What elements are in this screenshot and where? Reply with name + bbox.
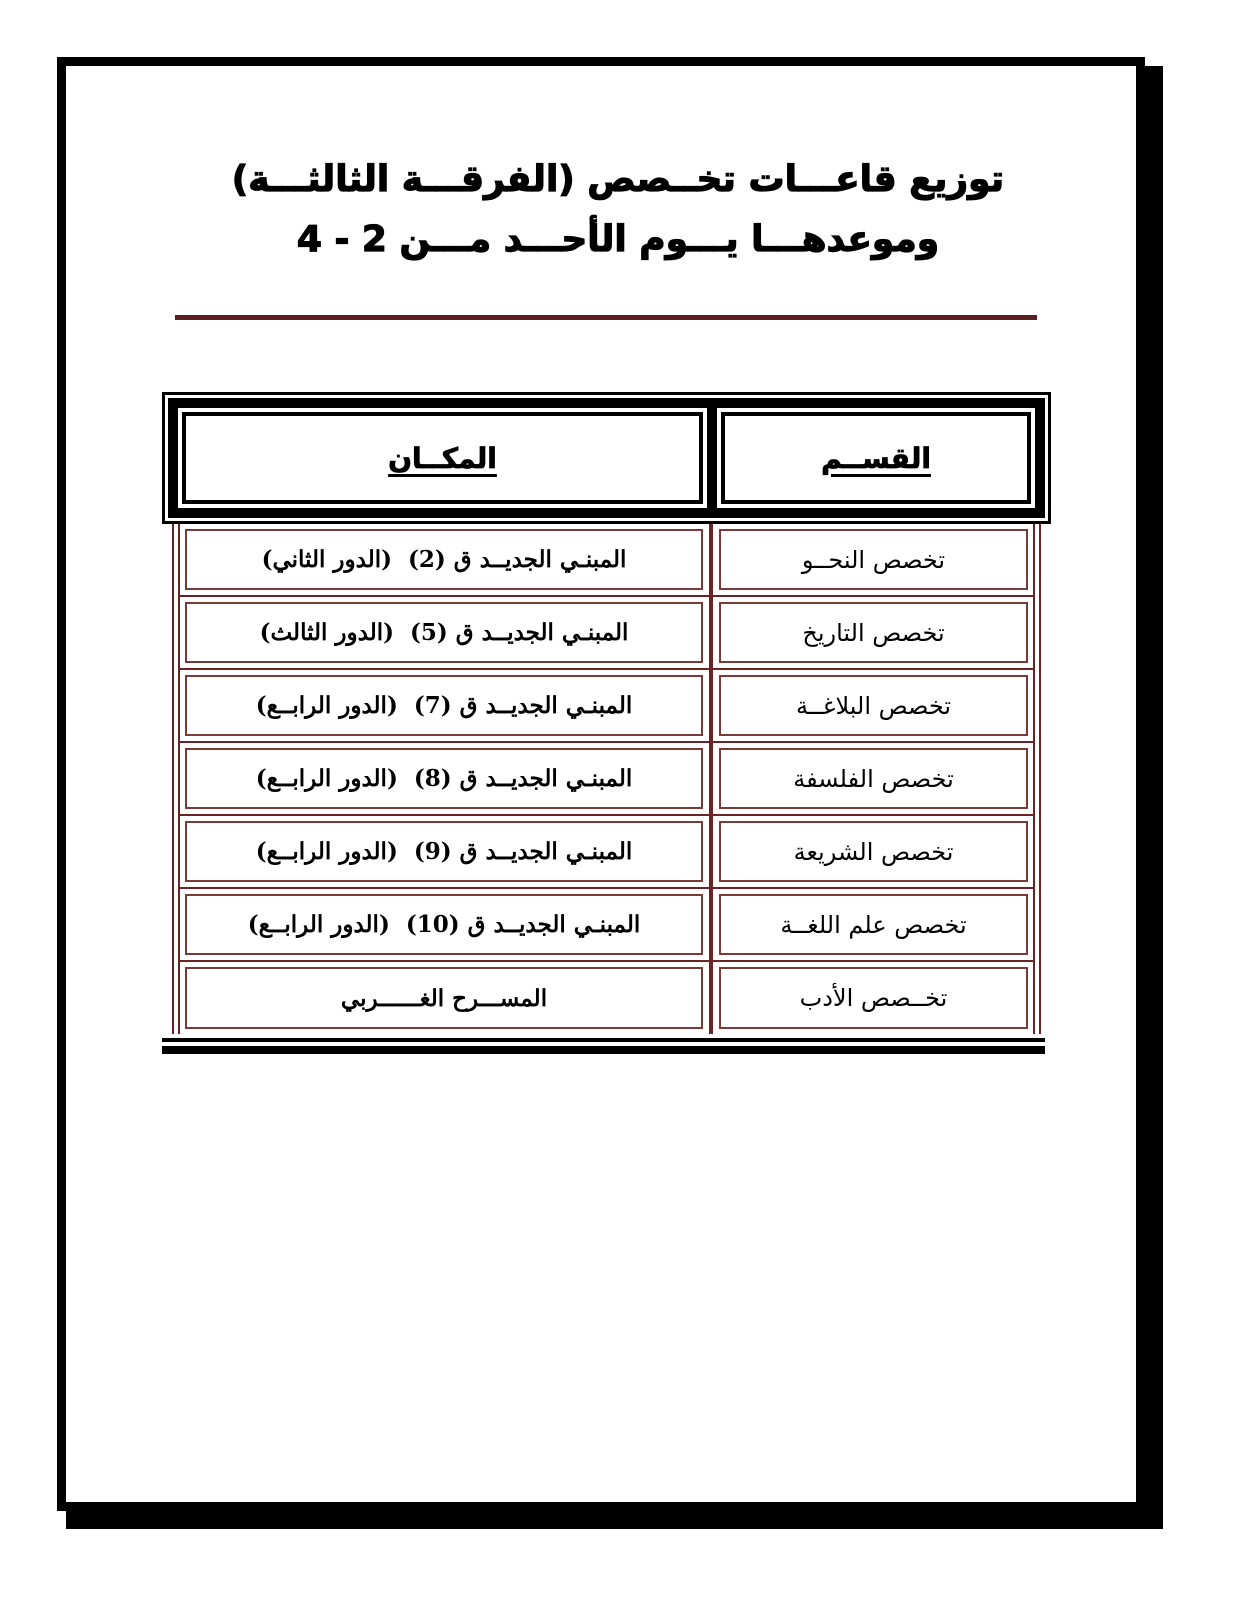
title-line-distribution: توزيع قاعـــات تخــصص (الفرقـــة الثالثـــة) — [231, 159, 1005, 200]
table-row — [178, 597, 1035, 670]
department-name: تخصص علم اللغــة — [780, 910, 967, 939]
place-cell — [182, 889, 711, 960]
department-name: تخصص التاريخ — [802, 618, 945, 647]
header-cell-department — [717, 408, 1035, 508]
table-row — [178, 670, 1035, 743]
page-border-shadow-right — [1145, 66, 1163, 1529]
header-cell-place — [178, 408, 707, 508]
department-cell — [711, 816, 1031, 887]
title-line-schedule: وموعدهـــا يـــوم الأحـــد مـــن 2 - 4 — [296, 219, 940, 260]
document-title — [200, 150, 1036, 270]
place-cell — [182, 524, 711, 595]
place-name: المبنـي الجديــد ق (2) (الدور الثاني) — [261, 546, 627, 573]
table-header-frame — [168, 398, 1045, 518]
department-cell — [711, 743, 1031, 814]
place-name: المبنـي الجديــد ق (9) (الدور الرابــع) — [255, 838, 633, 865]
department-name: تخصص الفلسفة — [793, 764, 954, 793]
table-row — [178, 816, 1035, 889]
department-name: تخصص الشريعة — [793, 837, 954, 866]
place-cell — [182, 670, 711, 741]
room-distribution-table — [162, 392, 1051, 1056]
department-cell — [711, 889, 1031, 960]
department-cell — [711, 524, 1031, 595]
place-cell — [182, 962, 711, 1034]
header-place-label: المكــان — [388, 441, 497, 475]
department-name: تخصص البلاغــة — [795, 691, 952, 720]
place-name: المســـرح الغــــــربي — [340, 984, 548, 1012]
department-name: تخصص النحــو — [801, 545, 946, 574]
table-row — [178, 889, 1035, 962]
place-name: المبنـي الجديــد ق (5) (الدور الثالث) — [259, 619, 629, 646]
department-name: تخــصص الأدب — [799, 984, 948, 1012]
place-name: المبنـي الجديــد ق (8) (الدور الرابــع) — [255, 765, 633, 792]
table-row — [178, 962, 1035, 1034]
department-cell — [711, 962, 1031, 1034]
page-border-shadow-bottom — [66, 1511, 1163, 1529]
place-cell — [182, 816, 711, 887]
place-name: المبنـي الجديــد ق (10) (الدور الرابــع) — [247, 911, 641, 938]
footer-thick-line — [162, 1046, 1045, 1054]
department-cell — [711, 597, 1031, 668]
table-footer-rule — [162, 1034, 1051, 1056]
table-header — [162, 392, 1051, 524]
department-cell — [711, 670, 1031, 741]
table-row — [178, 524, 1035, 597]
place-cell — [182, 743, 711, 814]
table-body — [172, 524, 1041, 1034]
header-department-label: القســم — [821, 441, 931, 475]
table-row — [178, 743, 1035, 816]
footer-thin-line — [162, 1038, 1045, 1042]
place-name: المبنـي الجديــد ق (7) (الدور الرابــع) — [255, 692, 633, 719]
place-cell — [182, 597, 711, 668]
title-separator — [175, 315, 1037, 320]
